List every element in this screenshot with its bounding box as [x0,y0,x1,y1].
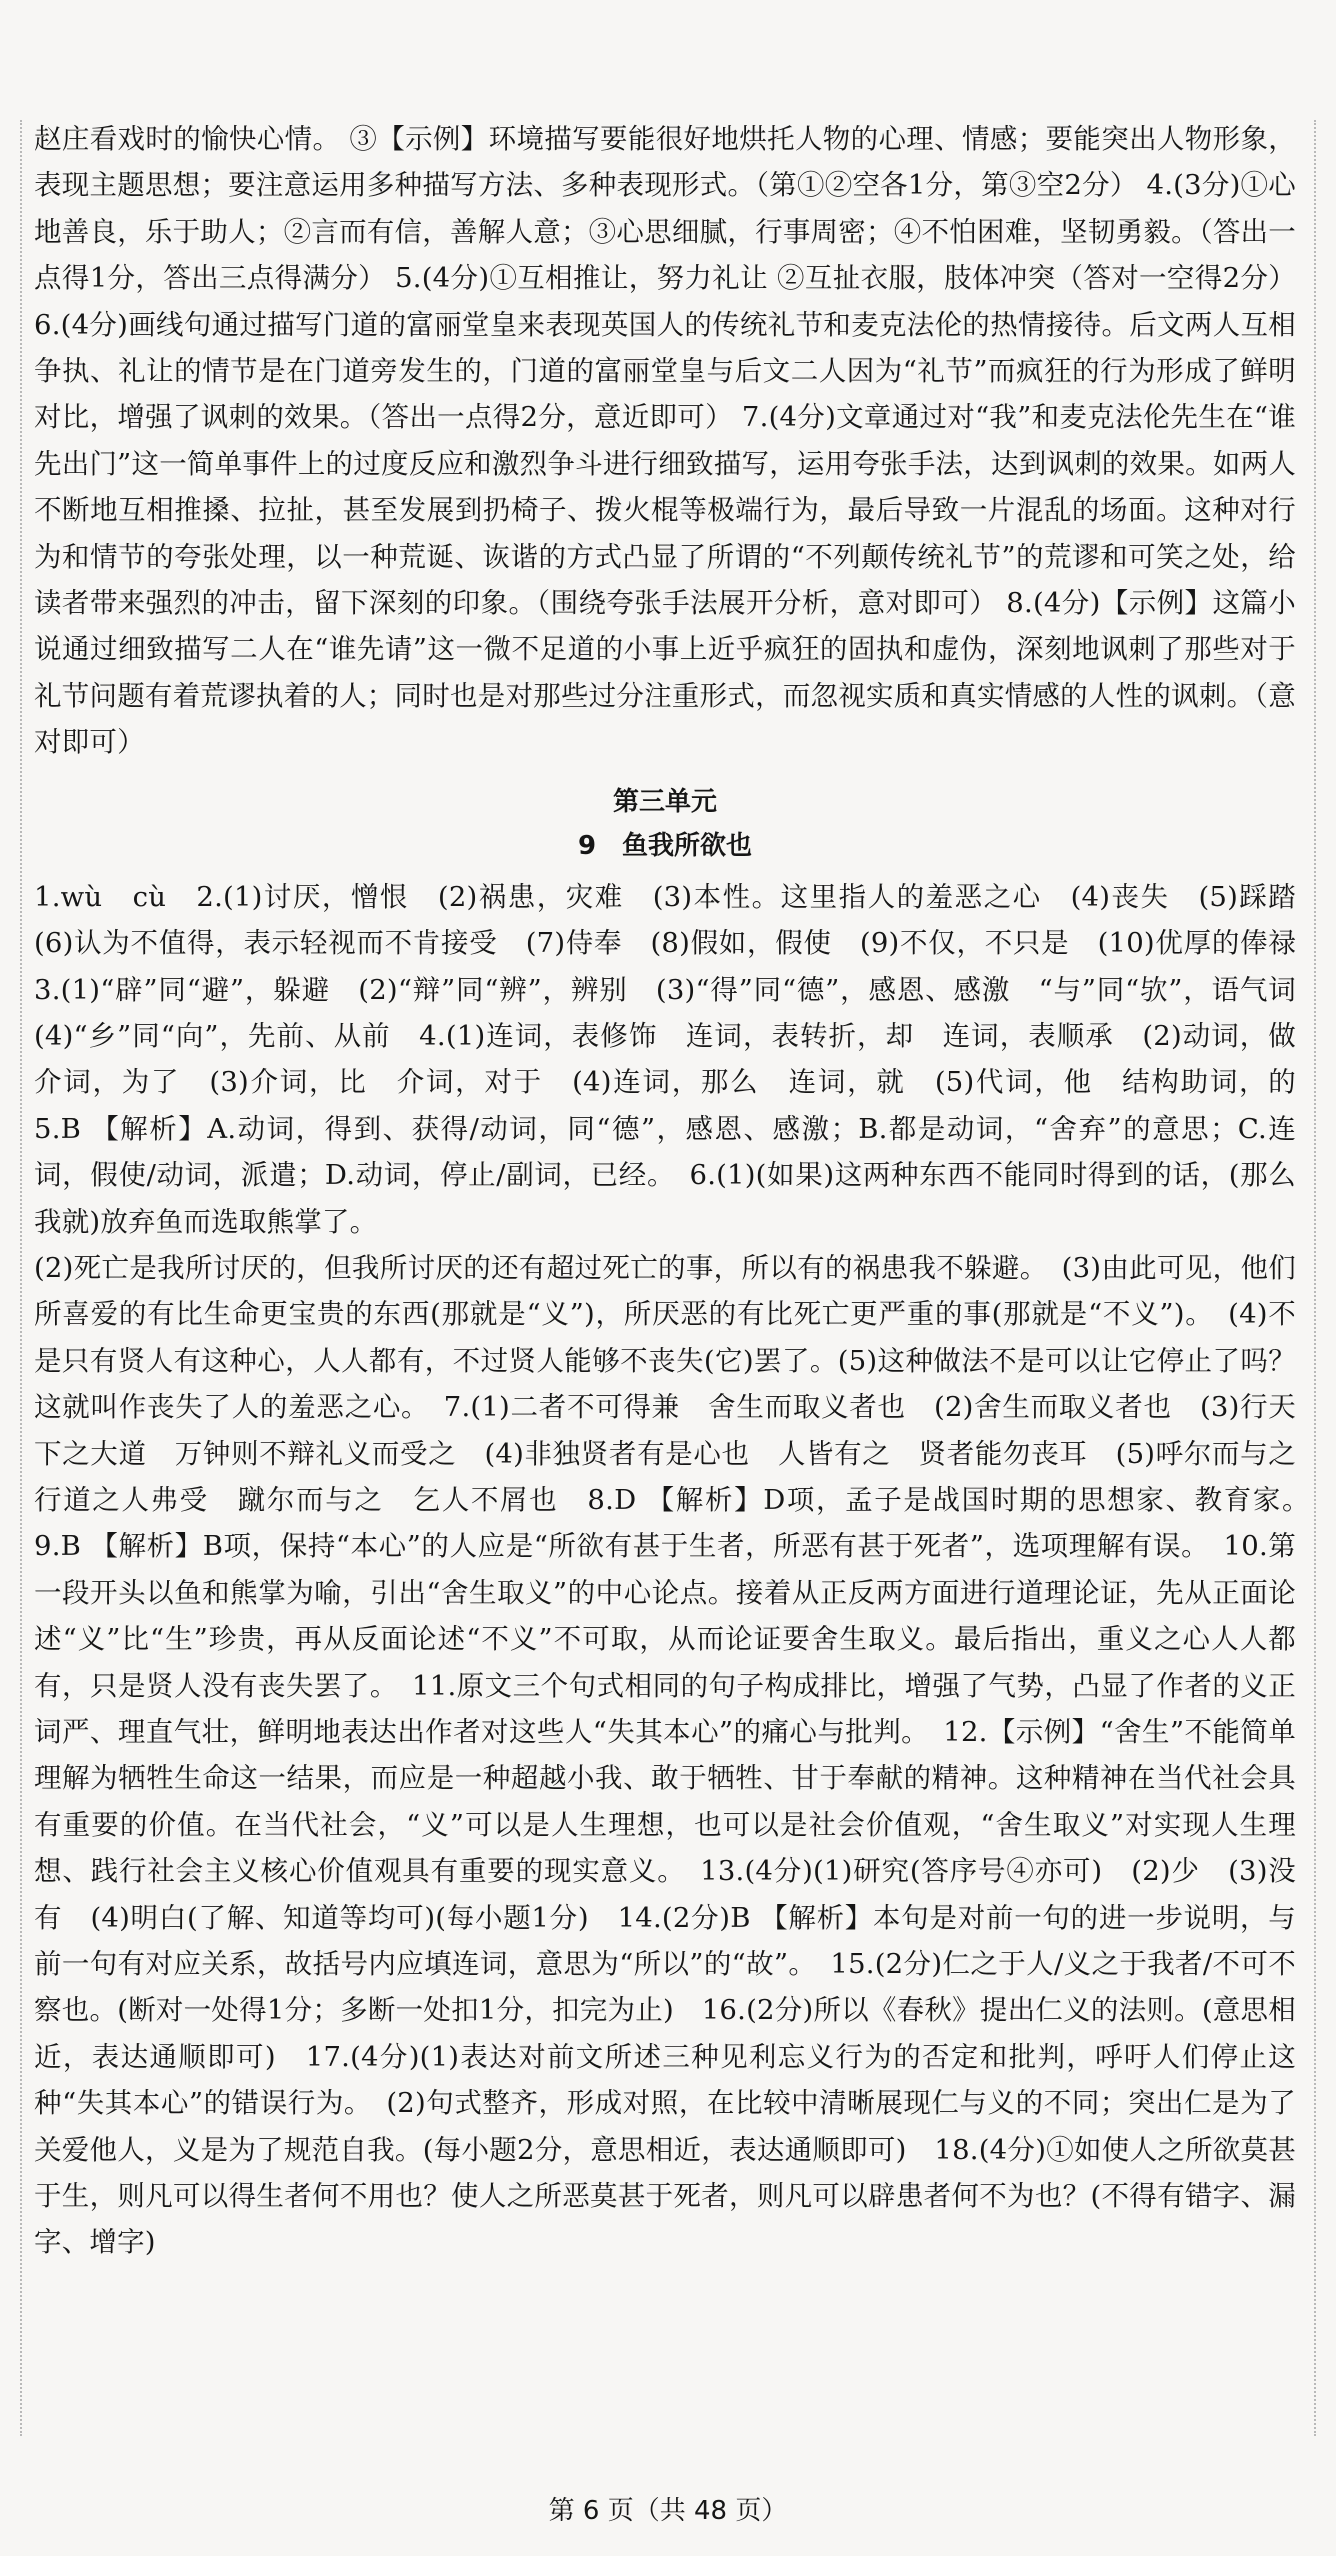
page-footer: 第 6 页（共 48 页） [548,2496,788,2526]
unit-title: 第三单元 [612,786,717,817]
answer-paragraph-top: 赵庄看戏时的愉快心情。 ③【示例】环境描写要能很好地烘托人物的心理、情感；要能突出人物形象，表现主题思想；要注意运用多种描写方法、多种表现形式。（第①②空各1分，第③空2分） 4.(3分)①心地善良，乐于助人；②言而有信，善解人意；③心思细腻，行事周密；④不怕困难，坚韧勇毅。（答出一点得1分，答出三点得满分） 5.(4分)①互相推让，努力礼让 ②互扯衣服，肢体冲突（答对一空得2分） 6.(4分)画线句通过描写门道的富丽堂皇来表现英国人的传统礼节和麦克法伦的热情接待。后文两人互相争执、礼让的情节是在门道旁发生的，门道的富丽堂皇与后文二人因为“礼节”而疯狂的行为形成了鲜明对比，增强了讽刺的效果。（答出一点得2分，意近即可） 7.(4分)文章通过对“我”和麦克法伦先生在“谁先出门”这一简单事件上的过度反应和激烈争斗进行细致描写，运用夸张手法，达到讽刺的效果。如两人不断地互相推搡、拉扯，甚至发展到扔椅子、拨火棍等极端行为，最后导致一片混乱的场面。这种对行为和情节的夸张处理，以一种荒诞、诙谐的方式凸显了所谓的“不列颠传统礼节”的荒谬和可笑之处，给读者带来强烈的冲击，留下深刻的印象。（围绕夸张手法展开分析，意对即可） 8.(4分)【示例】这篇小说通过细致描写二人在“谁先请”这一微不足道的小事上近乎疯狂的固执和虚伪，深刻地讽刺了那些对于礼节问题有着荒谬执着的人；同时也是对那些过分注重形式，而忽视实质和真实情感的人性的讽刺。（意对即可） [34,123,1296,759]
lesson-title: 9 鱼我所欲也 [577,830,753,861]
right-binding-line [1314,120,1316,2436]
left-binding-line [20,120,22,2436]
answer-paragraph-1: 1.wù cù 2.(1)讨厌，憎恨 (2)祸患，灾难 (3)本性。这里指人的羞恶之心 (4)丧失 (5)踩踏 (6)认为不值得，表示轻视而不肯接受 (7)侍奉 (8)假如，假使 (9)不仅，不只是 (10)优厚的俸禄 3.(1)“辟”同“避”，躲避 (2)“辩”同“辨”，辨别 (3)“得”同“德”，感恩、感激 “与”同“欤”，语气词 (4)“乡”同“向”，先前、从前 4.(1)连词，表修饰 连词，表转折，却 连词，表顺承 (2)动词，做 介词，为了 (3)介词，比 介词，对于 (4)连词，那么 连词，就 (5)代词，他 结构助词，的 5.B 【解析】A.动词，得到、获得/动词，同“德”，感恩、感激；B.都是动词，“舍弃”的意思；C.连词，假使/动词，派遣；D.动词，停止/副词，已经。 6.(1)(如果)这两种东西不能同时得到的话，(那么我就)放弃鱼而选取熊掌了。 [34,880,1324,1238]
page-content [34,116,1324,2266]
answer-paragraph-2: (2)死亡是我所讨厌的，但我所讨厌的还有超过死亡的事，所以有的祸患我不躲避。 (3)由此可见，他们所喜爱的有比生命更宝贵的东西(那就是“义”)，所厌恶的有比死亡更严重的事(那就是“不义”)。 (4)不是只有贤人有这种心，人人都有，不过贤人能够不丧失(它)罢了。(5)这种做法不是可以让它停止了吗？这就叫作丧失了人的羞恶之心。 7.(1)二者不可得兼 舍生而取义者也 (2)舍生而取义者也 (3)行天下之大道 万钟则不辩礼义而受之 (4)非独贤者有是心也 人皆有之 贤者能勿丧耳 (5)呼尔而与之 行道之人弗受 蹴尔而与之 乞人不屑也 8.D 【解析】D项，孟子是战国时期的思想家、教育家。 9.B 【解析】B项，保持“本心”的人应是“所欲有甚于生者，所恶有甚于死者”，选项理解有误。 10.第一段开头以鱼和熊掌为喻，引出“舍生取义”的中心论点。接着从正反两方面进行道理论证，先从正面论述“义”比“生”珍贵，再从反面论述“不义”不可取，从而论证要舍生取义。最后指出，重义之心人人都有，只是贤人没有丧失罢了。 11.原文三个句式相同的句子构成排比，增强了气势，凸显了作者的义正词严、理直气壮，鲜明地表达出作者对这些人“失其本心”的痛心与批判。 12.【示例】“舍生”不能简单理解为牺牲生命这一结果，而应是一种超越小我、敢于牺牲、甘于奉献的精神。这种精神在当代社会具有重要的价值。在当代社会，“义”可以是人生理想，也可以是社会价值观，“舍生取义”对实现人生理想、践行社会主义核心价值观具有重要的现实意义。 13.(4分)(1)研究(答序号④亦可) (2)少 (3)没有 (4)明白(了解、知道等均可)(每小题1分) 14.(2分)B 【解析】本句是对前一句的进一步说明，与前一句有对应关系，故括号内应填连词，意思为“所以”的“故”。 15.(2分)仁之于人/义之于我者/不可不察也。(断对一处得1分；多断一处扣1分，扣完为止) 16.(2分)所以《春秋》提出仁义的法则。(意思相近，表达通顺即可) 17.(4分)(1)表达对前文所述三种见利忘义行为的否定和批判，呼吁人们停止这种“失其本心”的错误行为。 (2)句式整齐，形成对照，在比较中清晰展现仁与义的不同；突出仁是为了关爱他人，义是为了规范自我。(每小题2分，意思相近，表达通顺即可) 18.(4分)①如使人之所欲莫甚于生，则凡可以得生者何不用也？使人之所恶莫甚于死者，则凡可以辟患者何不为也？(不得有错字、漏字、增字) [34,1251,1324,2259]
